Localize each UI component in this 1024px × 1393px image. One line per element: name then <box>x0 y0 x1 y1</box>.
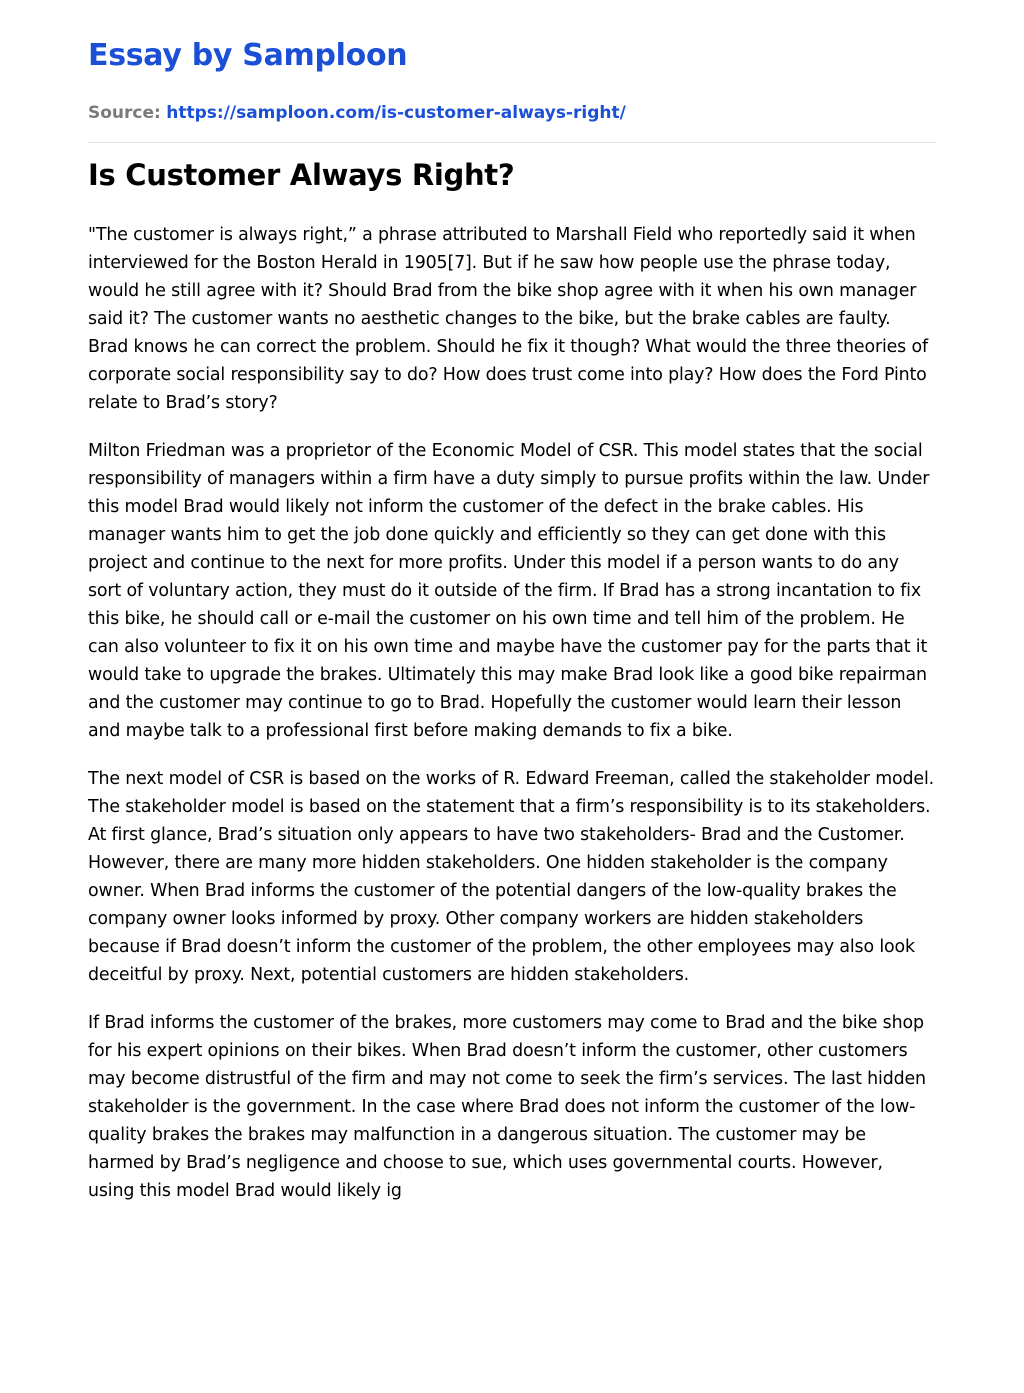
source-link[interactable]: https://samploon.com/is-customer-always-right/ <box>166 103 626 123</box>
source-line <box>88 101 626 125</box>
essay-body <box>88 221 934 1225</box>
essay-title: Is Customer Always Right? <box>88 158 515 192</box>
site-brand-title[interactable]: Essay by Samploon <box>88 38 408 73</box>
essay-paragraph: The next model of CSR is based on the works of R. Edward Freeman, called the stakeholder model. The stakeholder model is based on the statement that a firm’s responsibility is to its stakeholders. At first glance, Brad’s situation only appears to have two stakeholders- Brad and the Customer. However, there are many more hidden stakeholders. One hidden stakeholder is the company owner. When Brad informs the customer of the potential dangers of the low-quality brakes the company owner looks informed by proxy. Other company workers are hidden stakeholders because if Brad doesn’t inform the customer of the problem, the other employees may also look deceitful by proxy. Next, potential customers are hidden stakeholders. <box>88 769 935 985</box>
header-divider <box>88 142 936 143</box>
essay-paragraph: Milton Friedman was a proprietor of the Economic Model of CSR. This model states that the social responsibility of managers within a firm have a duty simply to pursue profits within the law. Under this model Brad would likely not inform the customer of the defect in the brake cables. His manager wants him to get the job done quickly and efficiently so they can get done with this project and continue to the next for more profits. Under this model if a person wants to do any sort of voluntary action, they must do it outside of the firm. If Brad has a strong incantation to fix this bike, he should call or e-mail the customer on his own time and tell him of the problem. He can also volunteer to fix it on his own time and maybe have the customer pay for the parts that it would take to upgrade the brakes. Ultimately this may make Brad look like a good bike repairman and the customer may continue to go to Brad. Hopefully the customer would learn their lesson and maybe talk to a professional first before making demands to fix a bike. <box>88 441 930 741</box>
source-label: Source: <box>88 103 161 123</box>
essay-paragraph: If Brad informs the customer of the brakes, more customers may come to Brad and the bike shop for his expert opinions on their bikes. When Brad doesn’t inform the customer, other customers may become distrustful of the firm and may not come to seek the firm’s services. The last hidden stakeholder is the government. In the case where Brad does not inform the customer of the low-quality brakes the brakes may malfunction in a dangerous situation. The customer may be harmed by Brad’s negligence and choose to sue, which uses governmental courts. However, using this model Brad would likely ig <box>88 1013 926 1201</box>
essay-paragraph: "The customer is always right,” a phrase attributed to Marshall Field who reportedly said it when interviewed for the Boston Herald in 1905[7]. But if he saw how people use the phrase today, would he still agree with it? Should Brad from the bike shop agree with it when his own manager said it? The customer wants no aesthetic changes to the bike, but the brake cables are faulty. Brad knows he can correct the problem. Should he fix it though? What would the three theories of corporate social responsibility say to do? How does trust come into play? How does the Ford Pinto relate to Brad’s story? <box>88 225 928 413</box>
